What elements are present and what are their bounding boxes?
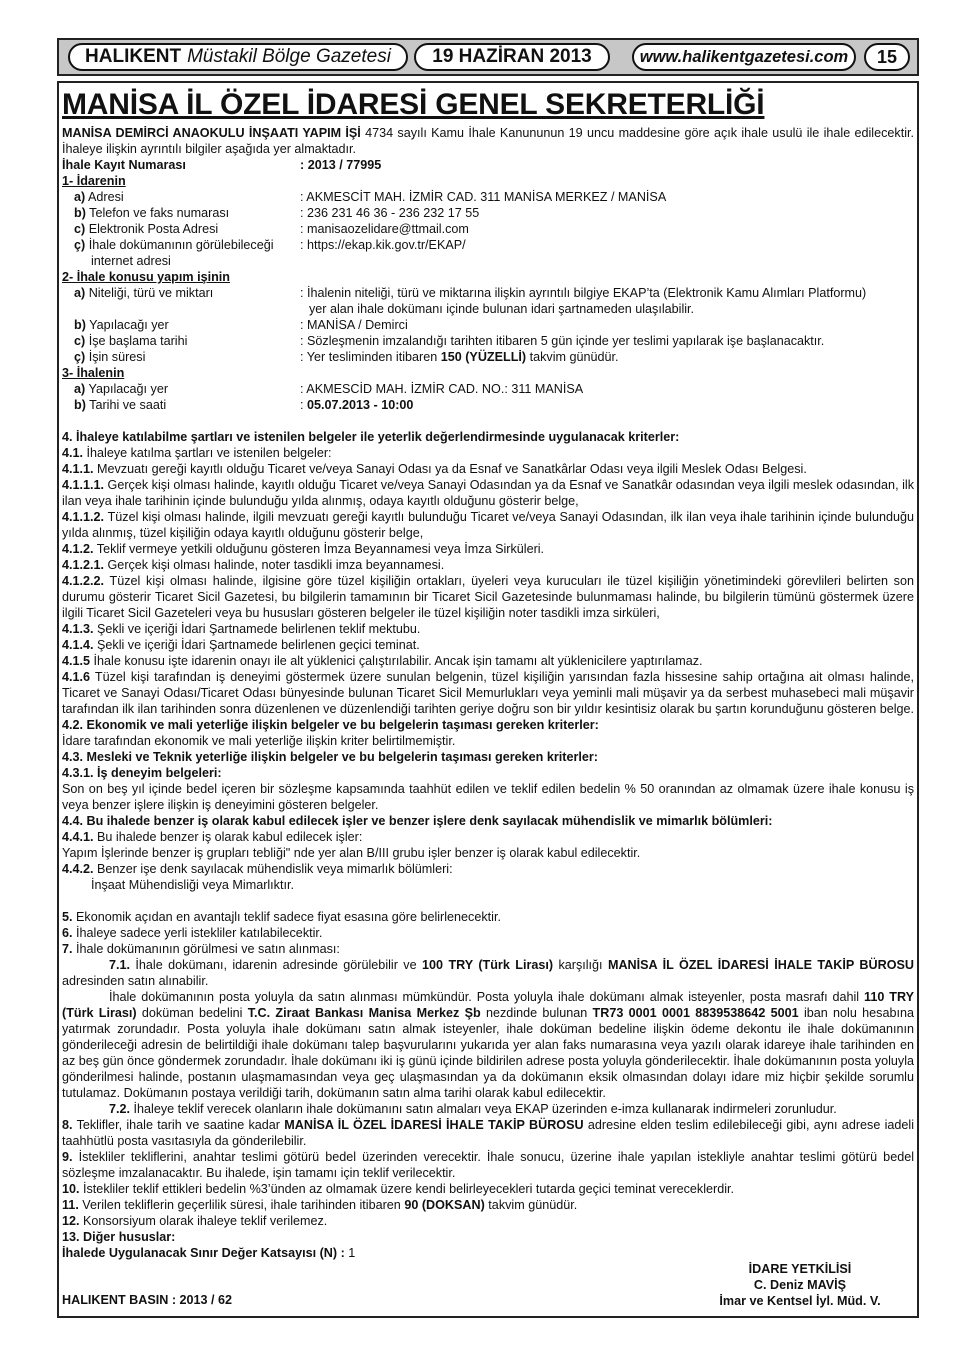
value: : AKMESCİD MAH. İZMİR CAD. NO.: 311 MANİSA [300, 382, 584, 396]
text: Konsorsiyum olarak ihaleye teklif verilemez. [79, 1214, 328, 1228]
sec2-c [62, 333, 914, 349]
sec1-title: 1- İdarenin [62, 174, 126, 188]
paper-name-pill [68, 43, 408, 71]
value: : [300, 398, 307, 412]
heading: 4.3.1. İş deneyim belgeleri: [62, 766, 222, 780]
p10 [62, 1181, 914, 1197]
num: 4.1.4. [62, 638, 94, 652]
value: takvim günüdür. [526, 350, 619, 364]
num: 7.2. [109, 1102, 131, 1116]
num: 4.1.2.1. [62, 558, 105, 572]
bold: MANİSA İL ÖZEL İDARESİ İHALE TAKİP BÜROSU [284, 1118, 584, 1132]
heading: 4.3. Mesleki ve Teknik yeterliğe ilişkin belgeler ve bu belgelerin taşıması gereken kriterler: [62, 750, 598, 764]
text: Şekli ve içeriği İdari Şartnamede belirlenen teklif mektubu. [93, 622, 421, 636]
text: Tüzel kişi tarafından iş deneyimi göstermek üzere sunulan belgenin, tüzel kişiliğin yarısından fazla hissesine sahip ortağına ait olması halinde, Ticaret ve Sanayi Odası/Ticaret Odası bünyesinde bulunan Ticaret Sicil Memurlukları veya yeminli mali müşavir ya da serbest muhasebeci mali müşavir tarafından ilk ilan tarihinden sonra düzenlenen ve düzenlendiği tarihten geriye doğru son bir yıldır kesintisiz olarak bu şartın korunduğunu gösteren belge. [62, 670, 915, 716]
label: İşe başlama tarihi [85, 334, 188, 348]
text: Bu ihalede benzer iş olarak kabul edilecek işler: [93, 830, 363, 844]
p431: Son on beş yıl içinde bedel içeren bir sözleşme kapsamında taahhüt edilen ve teklif edilen bedelin % 50 oranından az olmamak üzere ihale konusu iş veya benzer işlere ilişkin iş deneyimini gösteren belgeler. [62, 782, 914, 812]
intro-text: 4734 sayılı Kamu İhale Kanununun 19 uncu maddesine göre açık ihale usulü ile ihale edilecektir. İhaleye ilişkin ayrıntılı bilgiler aşağıda yer almaktadır. [62, 126, 914, 156]
basin-number: HALIKENT BASIN : 2013 / 62 [62, 1293, 233, 1307]
p441b: Yapım İşlerinde benzer iş grupları tebliği" nde yer alan B/III grubu işler benzer iş olarak kabul edilecektir. [62, 846, 641, 860]
text: Gerçek kişi olması halinde, kayıtlı olduğu Ticaret ve/veya Sanayi Odasından ya da Esnaf ve Sanatkâr odasından veya ilgili meslek odasından, ilk ilan veya ihale tarihinin içinde bulunduğu yılda alınmış, odaya kayıtlı olduğunu gösterir belge, [62, 478, 914, 508]
p7 [62, 941, 914, 957]
key: a) [74, 382, 86, 396]
text: İhaleye teklif verecek olanların ihale dokümanını satın almaları veya EKAP üzerinden e-imza kullanarak indirmeleri zorunludur. [130, 1102, 837, 1116]
p42: İdare tarafından ekonomik ve mali yeterliğe ilişkin kriter belirtilmemiştir. [62, 734, 456, 748]
h42 [62, 717, 914, 733]
text: Teklif vermeye yetkili olduğunu gösteren İmza Beyannamesi veya İmza Sirküleri. [93, 542, 545, 556]
value-bold: 05.07.2013 - 10:00 [307, 398, 414, 412]
intro [62, 125, 914, 157]
katsayi [62, 1245, 914, 1261]
text: Şekli ve içeriği İdari Şartnamede belirlenen geçici teminat. [93, 638, 420, 652]
num: 4.1.6 [62, 670, 91, 684]
heading: 4.2. Ekonomik ve mali yeterliğe ilişkin belgeler ve bu belgelerin taşıması gereken kriterler: [62, 718, 599, 732]
website-link[interactable]: www.halikentgazetesi.com [632, 43, 856, 71]
p442b: İnşaat Mühendisliği veya Mimarlıktır. [91, 878, 294, 892]
label: internet adresi [91, 254, 171, 268]
p412 [62, 541, 914, 557]
label: Yapılacağı yer [85, 318, 169, 332]
text: İstekliler tekliflerini, anahtar teslimi götürü bedel üzerinden verecektir. İhale sonucu, üzerine ihale yapılan istekliyle anahtar teslimi götürü bedel sözleşme imzalanacaktır. Bu ihalede, işin tamamı için teklif verilecektir. [62, 1150, 914, 1180]
p415 [62, 653, 914, 669]
p5 [62, 909, 914, 925]
num: 4.1.1.1. [62, 478, 105, 492]
p411 [62, 461, 914, 477]
text: Gerçek kişi olması halinde, noter tasdikli imza beyannamesi. [104, 558, 445, 572]
num: 4.4.2. [62, 862, 94, 876]
num: 4.1.5 [62, 654, 91, 668]
p414 [62, 637, 914, 653]
page-title: MANİSA İL ÖZEL İDARESİ GENEL SEKRETERLİĞİ [62, 88, 765, 121]
key: ç) [74, 350, 86, 364]
text: İhaleye katılma şartları ve istenilen belgeler: [83, 446, 332, 460]
num: 7.1. [109, 958, 131, 972]
value: : Yer tesliminden itibaren [300, 350, 441, 364]
p413 [62, 621, 914, 637]
num: 6. [62, 926, 73, 940]
sec3-b [62, 397, 914, 413]
label: Adresi [85, 190, 124, 204]
text: İhale konusu işte idarenin onayı ile alt yüklenici çalıştırılabilir. Ancak işin tamamı alt yüklenicilere yaptırılamaz. [90, 654, 703, 668]
p12 [62, 1213, 914, 1229]
value: : Sözleşmenin imzalandığı tarihten itibaren 5 gün içinde yer teslimi yapılarak işe başlanacaktır. [300, 334, 825, 348]
p4122 [62, 573, 914, 621]
paper-name-italic: Müstakil Bölge Gazetesi [187, 46, 391, 67]
value-bold: 150 (YÜZELLİ) [440, 350, 527, 364]
kayit-row [62, 157, 914, 173]
sec1-b [62, 205, 914, 221]
bold: 110 TRY (Türk Lirası) [62, 990, 914, 1020]
text: Mevzuatı gereği kayıtlı olduğu Ticaret ve/veya Sanayi Odası ya da Esnaf ve Sanatkârlar Odası veya ilgili Meslek Odası Belgesi. [93, 462, 807, 476]
num: 4.1.1.2. [62, 510, 105, 524]
key: b) [74, 318, 86, 332]
label: İhale dokümanının görülebileceği [85, 238, 274, 252]
key: c) [74, 222, 86, 236]
value: : İhalenin niteliği, türü ve miktarına ilişkin ayrıntılı bilgiye EKAP’ta (Elektronik Kamu Alımları Platformu) [300, 286, 867, 300]
num: 11. [62, 1198, 79, 1212]
p416 [62, 669, 914, 717]
p41 [62, 445, 914, 461]
num: 5. [62, 910, 73, 924]
num: 4.1.2. [62, 542, 94, 556]
signature-block [700, 1261, 900, 1309]
signature-name: C. Deniz MAVİŞ [753, 1278, 847, 1292]
p4112 [62, 509, 914, 541]
num: 8. [62, 1118, 73, 1132]
key: b) [74, 206, 86, 220]
num: 12. [62, 1214, 80, 1228]
sec2-a [62, 285, 914, 317]
bold: T.C. Ziraat Bankası Manisa Merkez Şb [247, 1006, 481, 1020]
value: : AKMESCİT MAH. İZMİR CAD. 311 MANİSA MERKEZ / MANİSA [300, 190, 667, 204]
sec2-d [62, 349, 914, 365]
key: b) [74, 398, 86, 412]
num: 4.4.1. [62, 830, 94, 844]
sec2-b [62, 317, 914, 333]
text: İhale dokümanının posta yoluyla da satın alınması mümkündür. Posta yoluyla ihale dokümanı almak isteyenler, posta masrafı dahil [109, 990, 865, 1004]
num: 7. [62, 942, 73, 956]
text: İhale dokümanının görülmesi ve satın alınması: [72, 942, 340, 956]
sec2-title: 2- İhale konusu yapım işinin [62, 270, 230, 284]
text: Ekonomik açıdan en avantajlı teklif sadece fiyat esasına göre belirlenecektir. [72, 910, 501, 924]
value: : MANİSA / Demirci [300, 318, 408, 332]
sec3-title: 3- İhalenin [62, 366, 125, 380]
sec3-a [62, 381, 914, 397]
p8 [62, 1117, 914, 1149]
h431 [62, 765, 914, 781]
label: İşin süresi [85, 350, 146, 364]
text: takvim günüdür. [484, 1198, 578, 1212]
text: Benzer işe denk sayılacak mühendislik veya mimarlık bölümleri: [93, 862, 453, 876]
value: yer alan ihale dokümanı içinde bulunan idari şartnameden ulaşılabilir. [309, 302, 695, 316]
text: nezdinde bulunan [480, 1006, 593, 1020]
h13 [62, 1229, 914, 1245]
kayit-label: İhale Kayıt Numarası [62, 158, 186, 172]
bold: MANİSA İL ÖZEL İDARESİ İHALE TAKİP BÜROSU [607, 958, 915, 972]
text: adresine elden teslim edilebileceği gibi, aynı adrese iadeli taahhütlü posta vasıtasıyla da gönderilebilir. [62, 1118, 915, 1148]
heading: 13. Diğer hususlar: [62, 1230, 176, 1244]
p72 [62, 1101, 914, 1117]
text: İstekliler teklif ettikleri bedelin %3’ünden az olmamak üzere kendi belirleyecekleri tutarda geçici teminat vereceklerdir. [79, 1182, 734, 1196]
text: Tüzel kişi olması halinde, ilgili mevzuatı gereği kayıtlı bulunduğu Ticaret ve/veya Sanayi Odasından, ilk ilan veya ihale tarihinin içinde bulunduğu yılda alınmış, tüzel kişiliğin odaya kayıtlı olduğunu gösterir belge, [62, 510, 914, 540]
page-number: 15 [864, 43, 910, 71]
intro-bold: MANİSA DEMİRCİ ANAOKULU İNŞAATI YAPIM İŞİ [62, 126, 361, 140]
article-content [62, 86, 914, 1261]
text: İhale dokümanı, idarenin adresinde görülebilir ve [130, 958, 423, 972]
signature-title: İDARE YETKİLİSİ [748, 1262, 852, 1276]
paper-name-bold: HALIKENT [85, 46, 182, 67]
bold: 100 TRY (Türk Lirası) [422, 958, 554, 972]
key: a) [74, 190, 86, 204]
p11 [62, 1197, 914, 1213]
text: Teklifler, ihale tarih ve saatine kadar [72, 1118, 285, 1132]
value: : https://ekap.kik.gov.tr/EKAP/ [300, 238, 466, 252]
p6 [62, 925, 914, 941]
h43 [62, 749, 914, 765]
num: 10. [62, 1182, 80, 1196]
text: doküman bedelini [136, 1006, 248, 1020]
signature-role: İmar ve Kentsel İyl. Müd. V. [719, 1294, 881, 1308]
label: Tarihi ve saati [85, 398, 167, 412]
text: Tüzel kişi olması halinde, ilgisine göre tüzel kişiliğin ortakları, üyeleri veya kurucuları ile tüzel kişiliğin yönetimindeki görevlileri belirten son durumu gösterir Ticaret Sicil Gazetesi, bu bilgilerin tamamının bir Ticaret Sicil Gazetesinde bulunmaması halinde, bu bilgilerin tümünü göstermek üzere ilgili Ticaret Sicil Gazeteleri veya bu hususları gösteren belgeler ile tüzel kişiliğin noter tasdikli imza sirküleri, [62, 574, 914, 620]
p442 [62, 861, 914, 877]
text: 1 [344, 1246, 356, 1260]
key: ç) [74, 238, 86, 252]
num: 4.1.1. [62, 462, 94, 476]
p4121 [62, 557, 914, 573]
label: Telefon ve faks numarası [85, 206, 230, 220]
text: karşılığı [553, 958, 608, 972]
text: İhaleye sadece yerli istekliler katılabilecektir. [72, 926, 323, 940]
bold: İhalede Uygulanacak Sınır Değer Katsayısı (N) : [62, 1246, 345, 1260]
num: 4.1.2.2. [62, 574, 105, 588]
text: adresinden satın alınabilir. [62, 974, 209, 988]
label: Yapılacağı yer [85, 382, 169, 396]
sec4-heading [62, 429, 914, 445]
key: c) [74, 334, 86, 348]
label: Elektronik Posta Adresi [85, 222, 219, 236]
h44 [62, 813, 914, 829]
p71 [62, 957, 914, 989]
p71x [62, 989, 914, 1101]
num: 4.1. [62, 446, 84, 460]
p9 [62, 1149, 914, 1181]
heading: 4.4. Bu ihalede benzer iş olarak kabul edilecek işler ve benzer işlere denk sayılacak mühendislik ve mimarlık bölümleri: [62, 814, 773, 828]
num: 4.1.3. [62, 622, 94, 636]
heading: 4. İhaleye katılabilme şartları ve istenilen belgeler ile yeterlik değerlendirmesinde uygulanacak kriterler: [62, 430, 680, 444]
sec1-c [62, 221, 914, 237]
kayit-value: : 2013 / 77995 [300, 158, 382, 172]
text: iban nolu hesabına yatırmak zorundadır. Posta yoluyla ihale dokümanı satın almak isteyenler, ihale doküman bedeline ilişkin ödeme dekontu ile ihale dokümanının gönderileceği adresin de belirtildiği ihale dokümanı talep başvurularını yukarıda yer alan faks numarasına veya yazılı olarak idareye ihale tarihinden en az beş gün önce göndermek zorundadır. İhale dokümanı iki iş günü içinde bildirilen adrese posta yoluyla gönderilecektir. İhale dokümanının posta yoluyla gönderilmesi halinde, postanın ulaşmamasından veya geç ulaşmasından ya da dokümanın eksik olmasından dolayı idare miz hiçbir şekilde sorumlu tutulamaz. Dokümanın postaya verildiği tarih, dokümanın satın alma tarihi olarak kabul edilecektir. [62, 1006, 915, 1100]
sec1-d [62, 237, 914, 269]
issue-date: 19 HAZİRAN 2013 [414, 43, 610, 71]
value: : manisaozelidare@ttmail.com [300, 222, 469, 236]
bold: 90 (DOKSAN) [404, 1198, 485, 1212]
key: a) [74, 286, 86, 300]
value: : 236 231 46 36 - 236 232 17 55 [300, 206, 480, 220]
num: 9. [62, 1150, 73, 1164]
p441 [62, 829, 914, 845]
sec1-a [62, 189, 914, 205]
text: Verilen tekliflerin geçerlilik süresi, ihale tarihinden itibaren [78, 1198, 405, 1212]
p4111 [62, 477, 914, 509]
bold: TR73 0001 0001 8839538642 5001 [592, 1006, 799, 1020]
label: Niteliği, türü ve miktarı [85, 286, 214, 300]
